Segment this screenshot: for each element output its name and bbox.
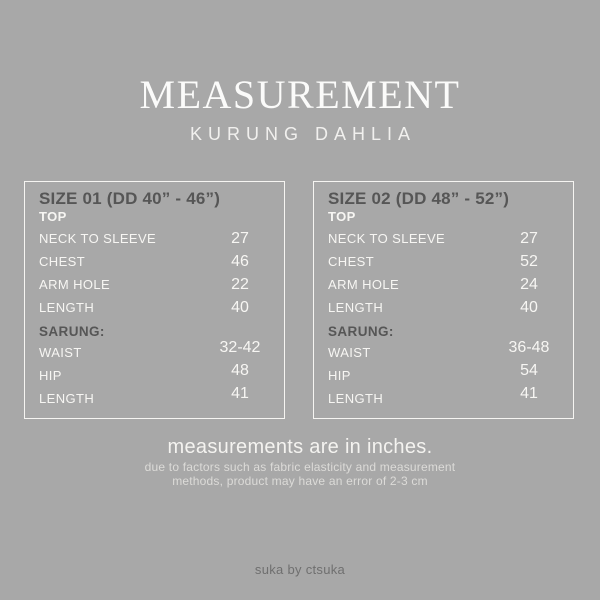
row-value: 22 <box>231 275 249 293</box>
top-rows <box>328 227 559 319</box>
table-row <box>328 250 559 273</box>
size-tables <box>24 181 574 419</box>
section-title-sarung: SARUNG: <box>39 324 105 339</box>
disclaimer-line-1: due to factors such as fabric elasticity and measurement <box>144 460 456 474</box>
row-value: 41 <box>520 384 538 402</box>
size-table-01 <box>24 181 285 419</box>
row-label: WAIST <box>328 345 371 360</box>
row-value: 40 <box>231 298 249 316</box>
row-label: WAIST <box>39 345 82 360</box>
disclaimer-line-2: methods, product may have an error of 2-3 cm <box>172 473 428 488</box>
page-title: MEASUREMENT <box>139 72 461 117</box>
disclaimer <box>0 461 600 488</box>
table-row <box>328 273 559 296</box>
section-title-top: TOP <box>39 209 67 224</box>
table-row <box>39 296 270 319</box>
sarung-rows <box>328 338 559 410</box>
row-value: 40 <box>520 298 538 316</box>
section-title-sarung: SARUNG: <box>328 324 394 339</box>
size-table-02 <box>313 181 574 419</box>
table-row <box>39 384 270 410</box>
section-title-top: TOP <box>328 209 356 224</box>
row-value: 52 <box>520 252 538 270</box>
row-value: 32-42 <box>219 338 261 356</box>
row-label: LENGTH <box>328 300 384 315</box>
brand-text: suka by ctsuka <box>254 562 346 577</box>
row-label: LENGTH <box>39 300 95 315</box>
row-label: CHEST <box>39 254 86 269</box>
row-value: 27 <box>231 229 249 247</box>
row-label: HIP <box>39 368 62 383</box>
size-table-01-header: SIZE 01 (DD 40” - 46”) <box>39 189 221 208</box>
page-subtitle: KURUNG DAHLIA <box>189 124 417 144</box>
row-value: 48 <box>231 361 249 379</box>
row-label: ARM HOLE <box>328 277 400 292</box>
table-row <box>328 384 559 410</box>
row-label: ARM HOLE <box>39 277 111 292</box>
units-note: measurements are in inches. <box>167 436 433 458</box>
table-row <box>39 227 270 250</box>
table-row <box>328 227 559 250</box>
size-table-02-header: SIZE 02 (DD 48” - 52”) <box>328 189 510 208</box>
row-value: 36-48 <box>508 338 550 356</box>
row-label: LENGTH <box>328 391 384 406</box>
table-row <box>39 250 270 273</box>
row-value: 46 <box>231 252 249 270</box>
row-value: 54 <box>520 361 538 379</box>
row-value: 41 <box>231 384 249 402</box>
table-row <box>39 273 270 296</box>
top-rows <box>39 227 270 319</box>
row-value: 27 <box>520 229 538 247</box>
row-value: 24 <box>520 275 538 293</box>
row-label: LENGTH <box>39 391 95 406</box>
table-row <box>328 296 559 319</box>
sarung-rows <box>39 338 270 410</box>
row-label: NECK TO SLEEVE <box>39 231 157 246</box>
row-label: CHEST <box>328 254 375 269</box>
row-label: NECK TO SLEEVE <box>328 231 446 246</box>
row-label: HIP <box>328 368 351 383</box>
